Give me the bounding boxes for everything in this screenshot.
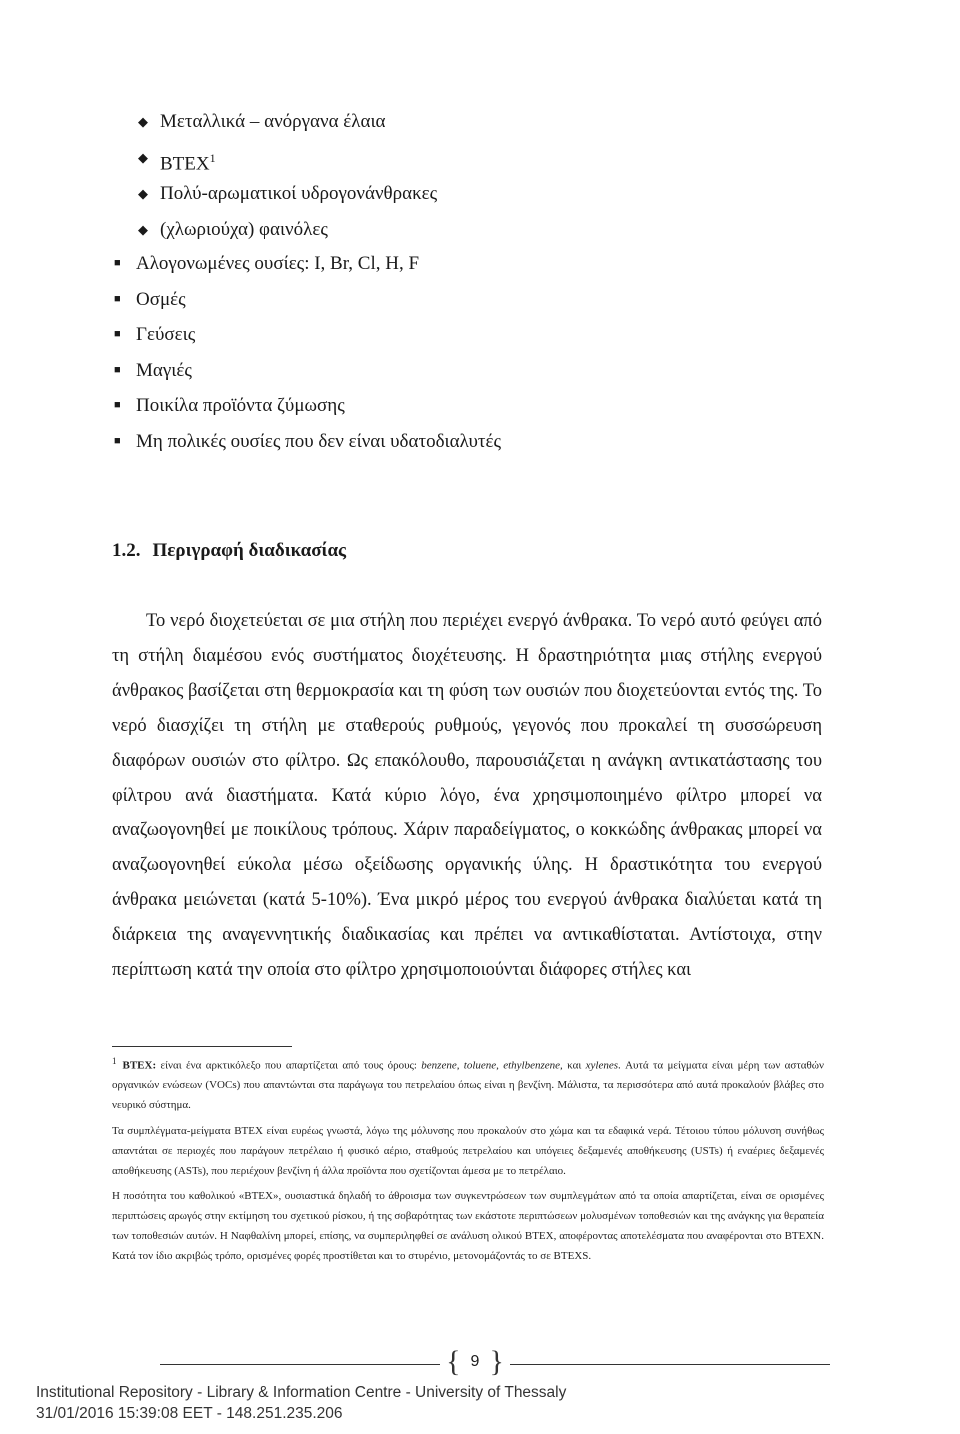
page-number: 9 bbox=[470, 1353, 480, 1370]
square-bullet-icon: ■ bbox=[114, 292, 121, 305]
page-number-box bbox=[440, 1345, 510, 1379]
list-item: ■ Αλογονωμένες ουσίες: I, Br, Cl, H, F bbox=[112, 246, 501, 282]
list-item: ■ Οσμές bbox=[112, 282, 501, 318]
square-bullet-icon: ■ bbox=[114, 363, 121, 376]
square-bullet-list bbox=[112, 246, 501, 459]
list-item: ◆ BTEX$^1$ bbox=[136, 140, 437, 176]
list-item: ■ Γεύσεις bbox=[112, 317, 501, 353]
repository-stamp-line: Institutional Repository - Library & Information Centre - University of Thessaly bbox=[36, 1384, 567, 1401]
diamond-bullet-list bbox=[136, 104, 437, 248]
list-item: ■ Ποικίλα προϊόντα ζύμωσης bbox=[112, 388, 501, 424]
square-bullet-icon: ■ bbox=[114, 434, 121, 447]
footnote-paragraph: Η ποσότητα του καθολικού «BTEX», ουσιαστικά δηλαδή το άθροισμα των συγκεντρώσεων των συμπλεγμάτων από τα οποία απαρτίζεται, είναι σε ορισμένες περιπτώσεις αρωγός στην εκτίμηση του σχετικού ρίσκου, ή της σοβαρότητας των εκάστοτε περιπτώσεων μολυσμένων τοποθεσιών και της ανάγκης για θεραπεία των τοποθεσιών αυτών. Η Ναφθαλίνη μπορεί, επίσης, να συμπεριληφθεί σε ανάλυση ολικού BTEX, αποφέροντας αποτελέσματα που αναφέρονται στο BTEXN. Κατά τον ίδιο ακριβώς τρόπο, ορισμένες φορές προστίθεται και το στυρένιο, μετονομάζοντάς το σε BTEXS. bbox=[112, 1190, 824, 1262]
body-paragraph: Το νερό διοχετεύεται σε μια στήλη που περιέχει ενεργό άνθρακα. Το νερό αυτό φεύγει από τη στήλη διαμέσου ενός συστήματος διοχέτευσης. Η δραστηριότητα μιας στήλης ενεργού άνθρακος βασίζεται στη θερμοκρασία και τη φύση των ουσιών που διοχετεύονται εντός της. Το νερό διασχίζει τη στήλη με σταθερούς ρυθμούς, γεγονός που προκαλεί τη συσσώρευση διαφόρων ουσιών στο φίλτρο. Ως επακόλουθο, παρουσιάζεται η ανάγκη αντικατάστασης του φίλτρου ανά διαστήματα. Κατά κύριο λόγο, ένα χρησιμοποιημένο φίλτρο μπορεί να αναζωογονηθεί με ποικίλους τρόπους. Χάριν παραδείγματος, ο κοκκώδης άνθρακας μπορεί να αναζωογονηθεί εύκολα μέσω οξείδωσης οργανικής ύλης. Η δραστικότητα του ενεργού άνθρακα μειώνεται (κατά 5-10%). Ένα μικρό μέρος του ενεργού άνθρακα διαλύεται κατά τη διάρκεια της αναγεννητικής διαδικασίας και πρέπει να αντικαθίσταται. Αντίστοιχα, στην περίπτωση κατά την οποία στο φίλτρο χρησιμοποιούνται διάφορες στήλες και bbox=[112, 611, 822, 981]
diamond-bullet-icon: ◆ bbox=[138, 150, 148, 165]
footnote-paragraph: $^1$ BTEX: είναι ένα αρκτικόλεξο που απαρτίζεται από τους όρους: benzene, toluene, ethylbenzene, και xylenes. Αυτά τα μείγματα είναι μέρη των ασταθών οργανικών ενώσεων (VOCs) που απαντώνται στα παράγωγα του πετρελαίου όπως είναι η βενζίνη. Μάλιστα, τα περισσότερα από αυτά προκαλούν βλάβες στο νευρικό σύστημα. bbox=[112, 1056, 825, 1112]
list-item: ■ Μη πολικές ουσίες που δεν είναι υδατοδιαλυτές bbox=[112, 424, 501, 460]
footnote-mark: 1 bbox=[112, 1056, 117, 1066]
square-bullet-icon: ■ bbox=[114, 257, 121, 269]
footnote-reference[interactable]: 1 bbox=[209, 151, 216, 165]
footnote-paragraph: Τα συμπλέγματα-μείγματα BTEX είναι ευρέως γνωστά, λόγω της μόλυνσης που προκαλούν στο χώμα και τα εδαφικά νερά. Τέτοιου τύπου μόλυνση συνήθως απαντάται σε περιοχές που παράγουν πετρέλαιο ή φυσικό αέριο, σταθμούς πετρελαίου και υπόγειες δεξαμενές αποθήκευσης (USTs) ή εναέριες δεξαμενές αποθήκευσης (ASTs), που περιέχουν βενζίνη ή άλλα προϊόντα που σχετίζονται άμεσα με το πετρέλαιο. bbox=[112, 1125, 824, 1177]
footnote-divider bbox=[112, 1046, 292, 1047]
brace-close-icon: } bbox=[489, 1345, 504, 1378]
section-heading bbox=[112, 536, 346, 566]
list-item: ◆ (χλωριούχα) φαινόλες bbox=[136, 212, 437, 248]
section-number: 1.2. bbox=[112, 540, 141, 561]
list-item: ◆ Πολύ-αρωματικοί υδρογονάνθρακες bbox=[136, 176, 437, 212]
square-bullet-icon: ■ bbox=[114, 399, 121, 411]
repository-timestamp: 31/01/2016 15:39:08 EET - 148.251.235.206 bbox=[36, 1405, 343, 1422]
footnotes bbox=[112, 1052, 824, 1273]
brace-open-icon: { bbox=[446, 1345, 461, 1378]
list-item: ■ Μαγιές bbox=[112, 353, 501, 389]
diamond-bullet-icon: ◆ bbox=[138, 114, 148, 129]
square-bullet-icon: ■ bbox=[114, 328, 121, 340]
footnote-term: BTEX: bbox=[122, 1059, 157, 1072]
diamond-bullet-icon: ◆ bbox=[138, 186, 148, 201]
section-title: Περιγραφή διαδικασίας bbox=[152, 540, 347, 561]
diamond-bullet-icon: ◆ bbox=[138, 222, 148, 237]
list-item: ◆ Μεταλλικά – ανόργανα έλαια bbox=[136, 104, 437, 140]
